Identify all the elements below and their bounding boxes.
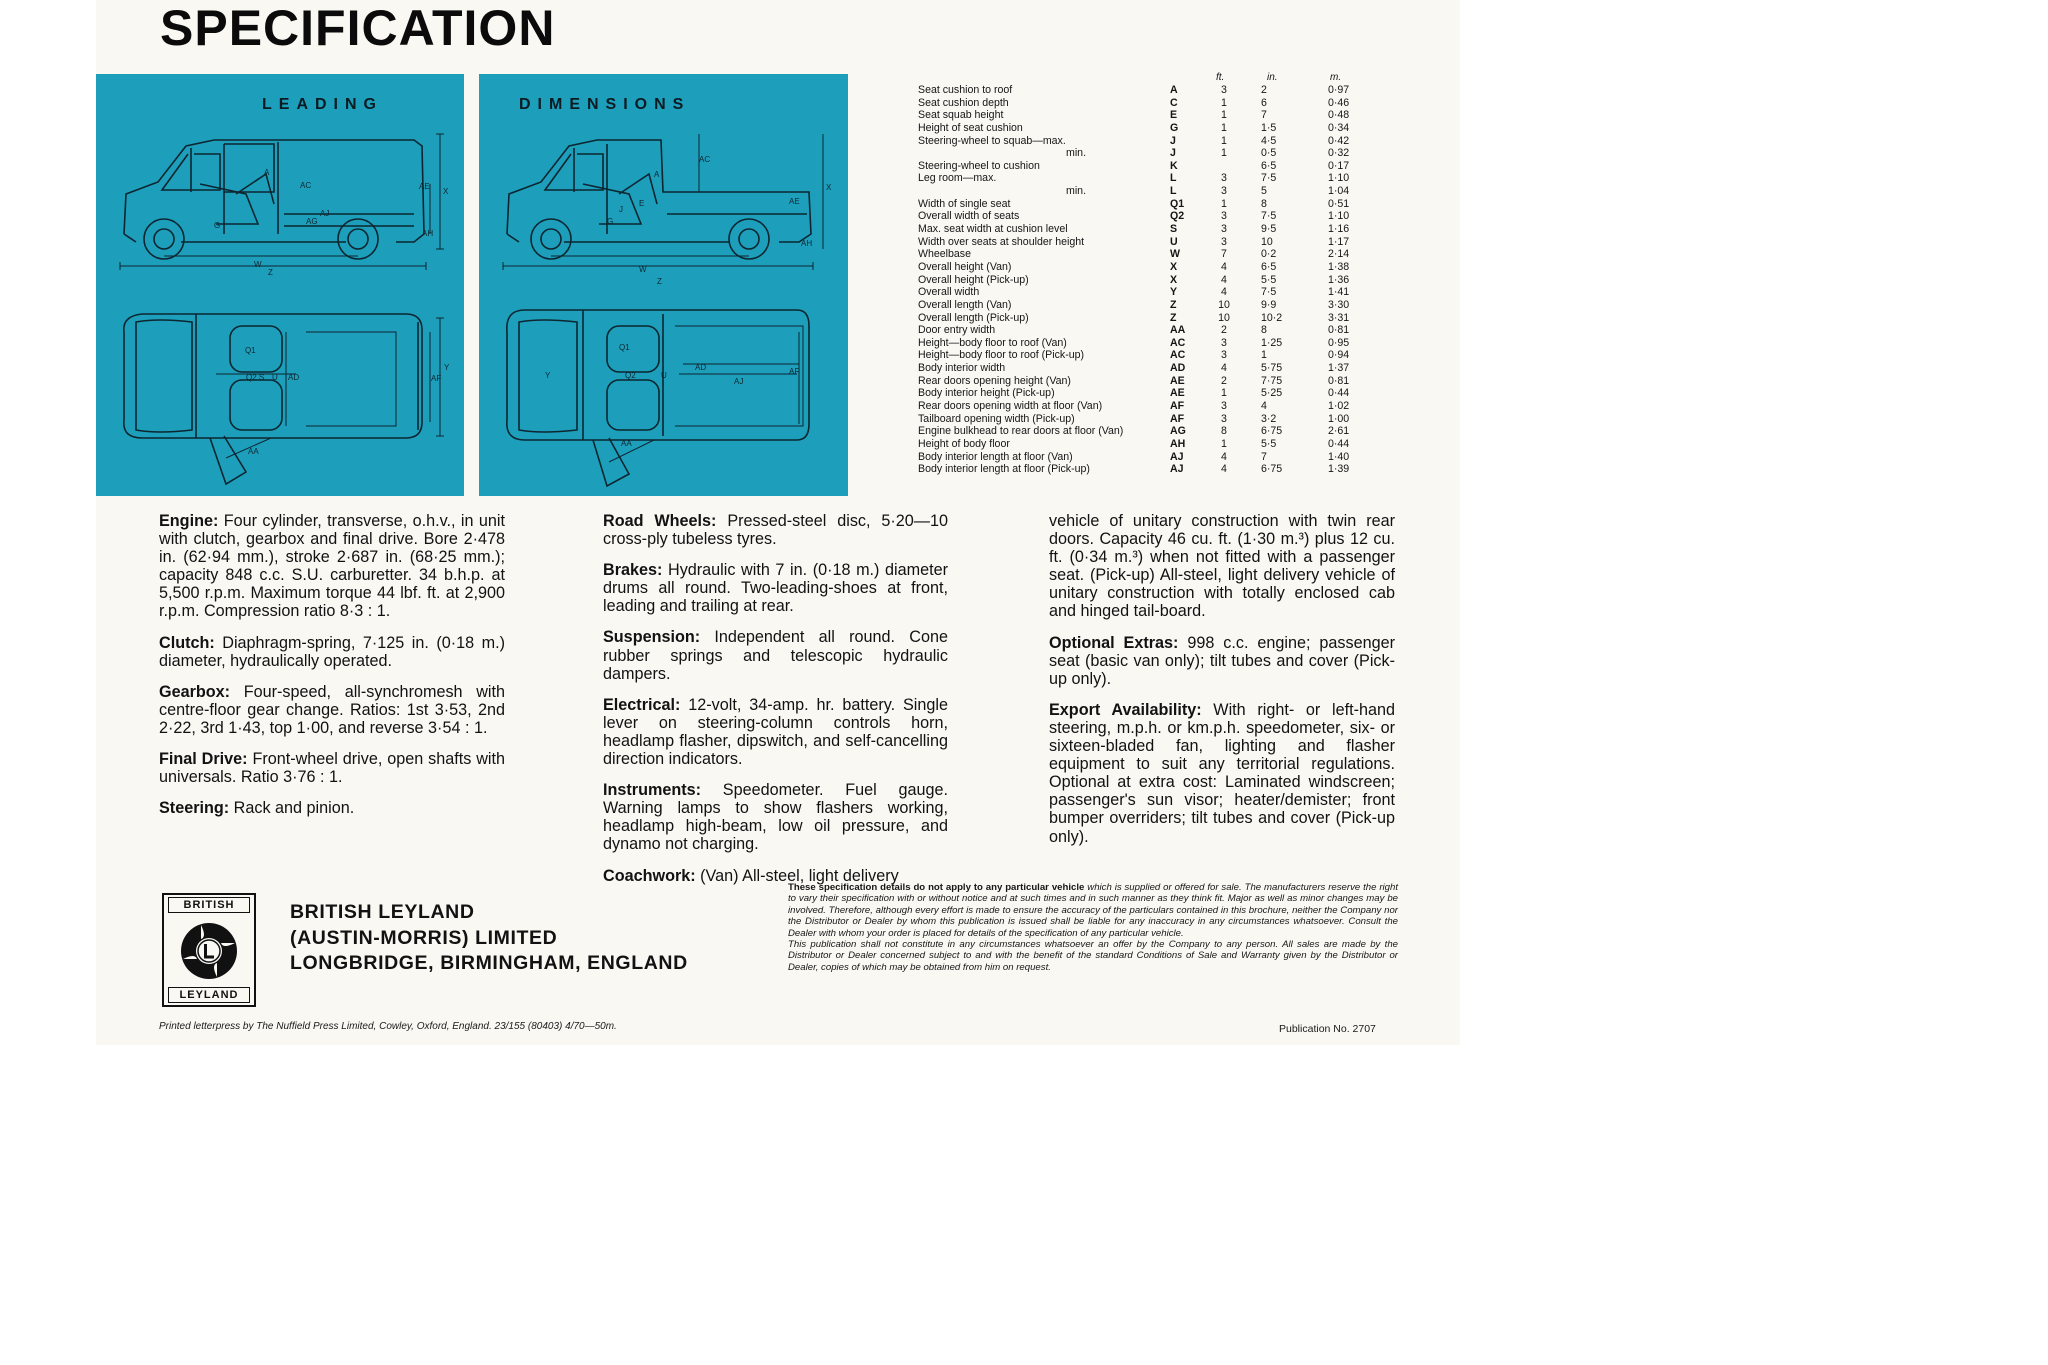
svg-text:AG: AG (306, 217, 318, 226)
spec-gearbox (159, 683, 505, 737)
logo-text-top: BRITISH (168, 897, 250, 913)
svg-text:AA: AA (621, 439, 632, 448)
svg-text:AD: AD (695, 363, 707, 372)
spec-column-2 (603, 512, 948, 898)
dimension-row (918, 324, 1358, 337)
svg-text:W: W (254, 260, 262, 269)
dimension-in: 10·2 (1261, 311, 1283, 324)
dimension-letter: AJ (1170, 463, 1184, 476)
svg-text:Q2: Q2 (625, 371, 636, 380)
dimension-row (918, 172, 1358, 185)
dimensions-table-rows (918, 84, 1358, 476)
dimension-letter: AH (1170, 437, 1186, 450)
dimension-row (918, 349, 1358, 362)
printer-credit: Printed letterpress by The Nuffield Press Limited, Cowley, Oxford, England. 23/155 (80403) 4/70—50m. (159, 1021, 617, 1032)
dimension-row (918, 425, 1358, 438)
dimension-row (918, 248, 1358, 261)
svg-text:Z: Z (268, 268, 273, 277)
dimension-m: 0·32 (1328, 147, 1350, 160)
dimension-label: Seat cushion depth (918, 96, 1009, 109)
publication-number: Publication No. 2707 (1279, 1023, 1376, 1035)
dimension-in: 5·25 (1261, 387, 1283, 400)
dimension-ft: 3 (1221, 185, 1227, 198)
spec-optional-extras-text: 998 c.c. engine; passenger seat (basic van only); tilt tubes and cover (Pick-up only). (1049, 633, 1396, 688)
svg-text:Z: Z (657, 277, 662, 286)
svg-text:X: X (443, 187, 449, 196)
dimension-letter: C (1170, 96, 1178, 109)
dimension-letter: Z (1170, 298, 1177, 311)
dimension-row (918, 413, 1358, 426)
dimension-in: 7·5 (1261, 286, 1277, 299)
dimension-letter: K (1170, 159, 1178, 172)
spec-instruments (603, 781, 948, 853)
panel-heading-right: DIMENSIONS (519, 96, 691, 113)
spec-clutch-text: Diaphragm-spring, 7·125 in. (0·18 m.) diameter, hydraulically operated. (159, 633, 506, 670)
dimension-letter: S (1170, 223, 1178, 236)
van-diagram-panel (96, 74, 464, 496)
dimension-m: 0·97 (1328, 84, 1350, 96)
dimension-row (918, 438, 1358, 451)
dimension-letter: L (1170, 172, 1177, 185)
dimension-in: 7·5 (1261, 210, 1277, 223)
dimension-ft: 1 (1221, 134, 1227, 147)
dimension-m: 1·40 (1328, 450, 1350, 463)
dimension-label: Body interior length at floor (Pick-up) (918, 463, 1090, 476)
spec-electrical (603, 696, 948, 768)
spec-coachwork-text: (Van) All-steel, light delivery (700, 866, 899, 885)
dimension-m: 3·31 (1328, 311, 1350, 324)
dimension-letter: Q1 (1170, 197, 1185, 210)
dimension-ft: 7 (1221, 248, 1227, 261)
dimension-m: 0·17 (1328, 159, 1350, 172)
svg-text:AC: AC (300, 181, 312, 190)
dimension-letter: AC (1170, 336, 1186, 349)
svg-text:AH: AH (801, 239, 813, 248)
dimension-ft: 1 (1221, 96, 1227, 109)
dimension-label: Width of single seat (918, 197, 1011, 210)
dimension-label: Width over seats at shoulder height (918, 235, 1085, 248)
dimension-m: 0·46 (1328, 96, 1350, 109)
dimension-letter: Z (1170, 311, 1177, 324)
dimension-in: 8 (1261, 324, 1267, 337)
spec-steering-text: Rack and pinion. (233, 799, 355, 818)
british-leyland-logo (162, 893, 256, 1007)
svg-text:AH: AH (422, 229, 434, 238)
svg-text:E: E (639, 199, 645, 208)
svg-text:U: U (272, 373, 278, 382)
svg-text:Q1: Q1 (245, 346, 256, 355)
dimension-m: 1·37 (1328, 362, 1350, 375)
dimension-letter: X (1170, 273, 1178, 286)
dimension-label: Leg room—max. (918, 172, 997, 185)
dimension-label: Overall height (Pick-up) (918, 273, 1029, 286)
spec-export (1049, 701, 1395, 846)
dimension-in: 5·5 (1261, 273, 1277, 286)
spec-brakes-heading: Brakes: (603, 561, 663, 580)
spec-instruments-text: Speedometer. Fuel gauge. Warning lamps to show flashers working, headlamp high-beam, low oil pressure, and dynamo not charging. (603, 781, 948, 854)
dimension-m: 2·61 (1328, 425, 1350, 438)
svg-text:Q2 S: Q2 S (246, 373, 265, 382)
dimension-label: min. (1066, 185, 1087, 198)
dimension-letter: AC (1170, 349, 1186, 362)
spec-engine-heading: Engine: (159, 512, 219, 530)
dimension-m: 1·10 (1328, 172, 1350, 185)
dimension-m: 3·30 (1328, 298, 1350, 311)
dimension-m: 0·44 (1328, 387, 1350, 400)
dimension-letter: AG (1170, 425, 1186, 438)
dimension-ft: 3 (1221, 172, 1227, 185)
svg-text:Q1: Q1 (619, 343, 630, 352)
dimension-row (918, 261, 1358, 274)
dimension-in: 6·75 (1261, 463, 1283, 476)
spec-clutch (159, 634, 505, 670)
svg-text:G: G (214, 221, 221, 230)
header-ft: ft. (1216, 72, 1225, 83)
dimension-letter: AJ (1170, 450, 1184, 463)
dimension-label: Rear doors opening height (Van) (918, 374, 1071, 387)
spec-road-wheels (603, 512, 948, 548)
dimension-m: 1·41 (1328, 286, 1350, 299)
spec-coachwork-continued (1049, 512, 1395, 621)
pickup-diagram (479, 74, 848, 496)
dimension-ft: 8 (1221, 425, 1227, 438)
dimension-ft: 1 (1221, 147, 1227, 160)
dimension-label: Overall length (Van) (918, 298, 1012, 311)
dimension-in: 6·5 (1261, 260, 1277, 273)
spec-electrical-text: 12-volt, 34-amp. hr. battery. Single lever on steering-column controls horn, headlamp flasher, dipswitch, and self-cancelling direction indicators. (603, 695, 948, 769)
spec-engine-text: Four cylinder, transverse, o.h.v., in unit with clutch, gearbox and final drive. Bore 2·478 in. (62·94 mm.), stroke 2·687 in. (68·25 mm.); capacity 848 c.c. S.U. carburetter. 34 b.h.p. at 5,500 r.p.m. Maximum torque 44 lbf. ft. at 2,900 r.p.m. Compression ratio 8·3 : 1. (159, 512, 505, 621)
dimension-row (918, 451, 1358, 464)
dimension-label: Height of seat cushion (918, 121, 1023, 134)
spec-export-heading: Export Availability: (1049, 700, 1202, 719)
dimension-letter: G (1170, 121, 1179, 134)
dimension-in: 7·5 (1261, 172, 1277, 185)
disclaimer-paragraph-2: This publication shall not constitute in any circumstances whatsoever an offer by the Company to any person. All sales are made by the Distributor or Dealer concerned subject to and with the benefit of the standard Conditions of Sale and Warranty given by the Distributor or Dealer, copies of which may be obtained from him on request. (788, 939, 1398, 973)
dimension-label: Height—body floor to roof (Pick-up) (918, 349, 1085, 362)
dimension-m: 1·36 (1328, 273, 1350, 286)
dimension-in: 10 (1261, 235, 1273, 248)
svg-text:Y: Y (545, 371, 551, 380)
disclaimer (788, 882, 1398, 973)
dimension-ft: 4 (1221, 260, 1227, 273)
dimension-m: 1·04 (1328, 185, 1350, 198)
dimension-m: 0·48 (1328, 109, 1350, 122)
company-line-2: (AUSTIN-MORRIS) LIMITED (290, 926, 558, 949)
dimension-letter: Y (1170, 286, 1178, 299)
dimension-letter: X (1170, 260, 1178, 273)
svg-text:Y: Y (444, 363, 450, 372)
dimension-letter: J (1170, 147, 1176, 160)
dimension-in: 7 (1261, 109, 1267, 122)
dimension-letter: AE (1170, 387, 1185, 400)
svg-text:U: U (661, 371, 667, 380)
dimension-m: 0·42 (1328, 134, 1350, 147)
spec-final-drive (159, 750, 505, 786)
dimension-m: 1·02 (1328, 400, 1350, 413)
spec-suspension (603, 628, 948, 682)
svg-text:AJ: AJ (734, 377, 744, 386)
dimension-row (918, 337, 1358, 350)
dimension-m: 0·81 (1328, 374, 1350, 387)
dimension-row (918, 147, 1358, 160)
company-line-3: LONGBRIDGE, BIRMINGHAM, ENGLAND (290, 952, 688, 974)
dimension-row (918, 312, 1358, 325)
dimension-in: 1·25 (1261, 336, 1283, 349)
dimension-in: 7 (1261, 450, 1267, 463)
spec-steering-heading: Steering: (159, 799, 230, 818)
spec-engine (159, 512, 505, 621)
dimension-letter: A (1170, 84, 1178, 96)
dimension-in: 5·75 (1261, 362, 1283, 375)
dimension-row (918, 185, 1358, 198)
disclaimer-paragraph-1 (788, 882, 1398, 939)
dimension-label: Overall width of seats (918, 210, 1020, 223)
spec-final-drive-text: Front-wheel drive, open shafts with universals. Ratio 3·76 : 1. (159, 750, 506, 787)
dimensions-table-header (918, 72, 1358, 84)
disclaimer-text-1: which is supplied or offered for sale. The manufacturers reserve the right to vary their specification with or without notice and at such times and in such manner as they think fit. Major as well as minor changes may be involved. Therefore, although every effort is made to ensure the accuracy of the particulars contained in this brochure, neither the Company nor the Distributor or Dealer by whom this publication is issued shall be liable for any inaccuracy in any circumstances whatsoever. Consult the Dealer with whom your order is placed for details of the specification of any particular vehicle. (788, 882, 1398, 939)
dimension-in: 5·5 (1261, 437, 1277, 450)
dimension-m: 1·39 (1328, 463, 1350, 476)
dimension-ft: 3 (1221, 223, 1227, 236)
dimension-ft: 3 (1221, 210, 1227, 223)
dimension-ft: 3 (1221, 349, 1227, 362)
svg-text:AE: AE (789, 197, 800, 206)
spec-coachwork-continued-text: vehicle of unitary construction with twin rear doors. Capacity 46 cu. ft. (1·30 m.³) plus 12 cu. ft. (0·34 m.³) when not fitted with a passenger seat. (Pick-up) All-steel, light delivery vehicle of unitary construction with totally enclosed cab and hinged tail-board. (1049, 512, 1395, 621)
dimension-in: 9·5 (1261, 223, 1277, 236)
svg-text:G: G (607, 217, 614, 226)
dimension-in: 5 (1261, 185, 1267, 198)
spec-brakes-text: Hydraulic with 7 in. (0·18 m.) diameter drums all round. Two-leading-shoes at front, leading and trailing at rear. (603, 561, 949, 616)
dimension-label: Body interior height (Pick-up) (918, 387, 1055, 400)
dimension-row (918, 84, 1358, 97)
svg-text:A: A (654, 170, 660, 179)
dimension-in: 1·5 (1261, 121, 1277, 134)
dimension-ft: 3 (1221, 400, 1227, 413)
dimension-label: Seat cushion to roof (918, 84, 1013, 96)
dimension-in: 8 (1261, 197, 1267, 210)
spec-optional-extras-heading: Optional Extras: (1049, 633, 1179, 652)
dimension-in: 9·9 (1261, 298, 1277, 311)
svg-text:X: X (826, 183, 832, 192)
dimension-ft: 3 (1221, 412, 1227, 425)
dimension-in: 6·75 (1261, 425, 1283, 438)
spec-gearbox-text: Four-speed, all-synchromesh with centre-floor gear change. Ratios: 1st 3·53, 2nd 2·22, 3rd 1·43, top 1·00, and reverse 3·54 : 1. (159, 682, 505, 737)
dimension-m: 1·17 (1328, 235, 1350, 248)
dimension-row (918, 236, 1358, 249)
spec-export-text: With right- or left-hand steering, m.p.h. or km.p.h. speedometer, six- or sixteen-bladed fan, lighting and flasher equipment to suit any territorial regulations. Optional at extra cost: Laminated windscreen; passenger's sun visor; heater/demister; front bumper overriders; tilt tubes and cover (Pick-up only). (1049, 700, 1395, 846)
dimension-m: 0·34 (1328, 121, 1350, 134)
logo-text-bottom: LEYLAND (168, 987, 250, 1003)
disclaimer-lead: These specification details do not apply to any particular vehicle (788, 882, 1085, 893)
spec-clutch-heading: Clutch: (159, 633, 215, 652)
dimension-ft: 3 (1221, 84, 1227, 96)
svg-text:J: J (619, 205, 623, 214)
dimension-m: 0·51 (1328, 197, 1350, 210)
dimension-ft: 4 (1221, 286, 1227, 299)
dimension-label: min. (1066, 147, 1087, 160)
dimension-letter: AF (1170, 412, 1185, 425)
dimension-m: 1·10 (1328, 210, 1350, 223)
dimension-letter: U (1170, 235, 1178, 248)
dimension-letter: AF (1170, 400, 1185, 413)
dimension-m: 1·16 (1328, 223, 1350, 236)
dimension-row (918, 109, 1358, 122)
svg-text:A: A (264, 168, 270, 177)
spec-instruments-heading: Instruments: (603, 781, 702, 800)
dimension-ft: 1 (1221, 121, 1227, 134)
dimension-label: Engine bulkhead to rear doors at floor (Van) (918, 425, 1124, 438)
dimension-m: 0·94 (1328, 349, 1350, 362)
dimension-row (918, 463, 1358, 476)
dimension-ft: 4 (1221, 463, 1227, 476)
spec-road-wheels-heading: Road Wheels: (603, 512, 717, 530)
header-m: m. (1330, 72, 1342, 83)
dimension-row (918, 375, 1358, 388)
spec-coachwork-heading: Coachwork: (603, 866, 696, 885)
spec-optional-extras (1049, 634, 1395, 688)
dimension-row (918, 223, 1358, 236)
dimension-ft: 3 (1221, 235, 1227, 248)
dimension-label: Overall width (918, 286, 980, 299)
dimension-ft: 2 (1221, 324, 1227, 337)
dimension-ft: 10 (1218, 311, 1230, 324)
spec-suspension-text: Independent all round. Cone rubber springs and telescopic hydraulic dampers. (603, 628, 948, 683)
dimension-row (918, 400, 1358, 413)
spec-final-drive-heading: Final Drive: (159, 750, 248, 769)
pickup-diagram-panel (479, 74, 848, 496)
dimension-row (918, 387, 1358, 400)
dimension-label: Steering-wheel to cushion (918, 159, 1040, 172)
dimension-in: 0·5 (1261, 147, 1277, 160)
dimension-m: 2·14 (1328, 248, 1350, 261)
page-title: SPECIFICATION (160, 0, 556, 56)
dimension-letter: L (1170, 185, 1177, 198)
dimension-row (918, 274, 1358, 287)
spec-electrical-heading: Electrical: (603, 695, 681, 714)
dimension-in: 7·75 (1261, 374, 1283, 387)
dimension-in: 2 (1261, 84, 1267, 96)
dimension-label: Overall length (Pick-up) (918, 311, 1029, 324)
dimension-letter: W (1170, 248, 1180, 261)
dimension-ft: 4 (1221, 273, 1227, 286)
dimension-m: 0·44 (1328, 437, 1350, 450)
dimension-ft: 1 (1221, 437, 1227, 450)
spec-column-1 (159, 512, 505, 830)
dimension-row (918, 286, 1358, 299)
dimension-label: Height of body floor (918, 437, 1010, 450)
dimension-label: Tailboard opening width (Pick-up) (918, 412, 1075, 425)
company-address (290, 900, 688, 977)
dimension-letter: AE (1170, 374, 1185, 387)
dimension-letter: AA (1170, 324, 1186, 337)
dimension-ft: 1 (1221, 197, 1227, 210)
dimension-letter: Q2 (1170, 210, 1185, 223)
svg-text:AF: AF (431, 374, 442, 383)
svg-text:AC: AC (699, 155, 711, 164)
dimension-m: 0·81 (1328, 324, 1350, 337)
dimension-label: Body interior length at floor (Van) (918, 450, 1073, 463)
dimension-row (918, 97, 1358, 110)
dimension-label: Steering-wheel to squab—max. (918, 134, 1066, 147)
spec-column-3 (1049, 512, 1395, 859)
dimension-m: 1·00 (1328, 412, 1350, 425)
dimension-ft: 1 (1221, 387, 1227, 400)
svg-text:W: W (639, 265, 647, 274)
dimension-label: Wheelbase (918, 248, 971, 261)
dimension-row (918, 299, 1358, 312)
svg-text:AA: AA (248, 447, 259, 456)
dimension-letter: E (1170, 109, 1178, 122)
spec-gearbox-heading: Gearbox: (159, 682, 231, 701)
spec-suspension-heading: Suspension: (603, 628, 701, 647)
van-diagram (96, 74, 464, 496)
dimensions-table (918, 72, 1358, 476)
dimension-ft: 1 (1221, 109, 1227, 122)
dimension-row (918, 198, 1358, 211)
svg-text:AE: AE (419, 182, 430, 191)
dimension-label: Seat squab height (918, 109, 1004, 122)
dimension-m: 0·95 (1328, 336, 1350, 349)
spec-road-wheels-text: Pressed-steel disc, 5·20—10 cross-ply tubeless tyres. (603, 512, 948, 549)
dimension-row (918, 160, 1358, 173)
dimension-ft: 4 (1221, 362, 1227, 375)
dimension-label: Body interior width (918, 362, 1006, 375)
dimension-ft: 3 (1221, 336, 1227, 349)
svg-text:AF: AF (789, 367, 800, 376)
dimension-letter: AD (1170, 362, 1186, 375)
dimension-ft: 10 (1218, 298, 1230, 311)
dimension-m: 1·38 (1328, 260, 1350, 273)
svg-text:AJ: AJ (320, 209, 330, 218)
dimension-row (918, 122, 1358, 135)
dimension-in: 1 (1261, 349, 1267, 362)
dimension-label: Height—body floor to roof (Van) (918, 336, 1067, 349)
dimension-in: 0·2 (1261, 248, 1277, 261)
dimension-label: Rear doors opening width at floor (Van) (918, 400, 1103, 413)
company-line-1: BRITISH LEYLAND (290, 901, 475, 923)
dimension-row (918, 362, 1358, 375)
dimension-ft: 4 (1221, 450, 1227, 463)
dimension-letter: J (1170, 134, 1176, 147)
dimension-in: 3·2 (1261, 412, 1277, 425)
spec-brakes (603, 561, 948, 615)
panel-heading-left: LEADING (262, 96, 383, 113)
dimension-label: Overall height (Van) (918, 260, 1012, 273)
dimension-label: Door entry width (918, 324, 996, 337)
spec-steering (159, 799, 505, 817)
header-in: in. (1267, 72, 1278, 83)
dimension-in: 6 (1261, 96, 1267, 109)
dimension-row (918, 210, 1358, 223)
dimension-ft: 2 (1221, 374, 1227, 387)
dimension-label: Max. seat width at cushion level (918, 223, 1068, 236)
svg-text:AD: AD (288, 373, 300, 382)
dimension-row (918, 135, 1358, 148)
dimension-in: 4·5 (1261, 134, 1277, 147)
dimension-in: 4 (1261, 400, 1267, 413)
dimension-in: 6·5 (1261, 159, 1277, 172)
